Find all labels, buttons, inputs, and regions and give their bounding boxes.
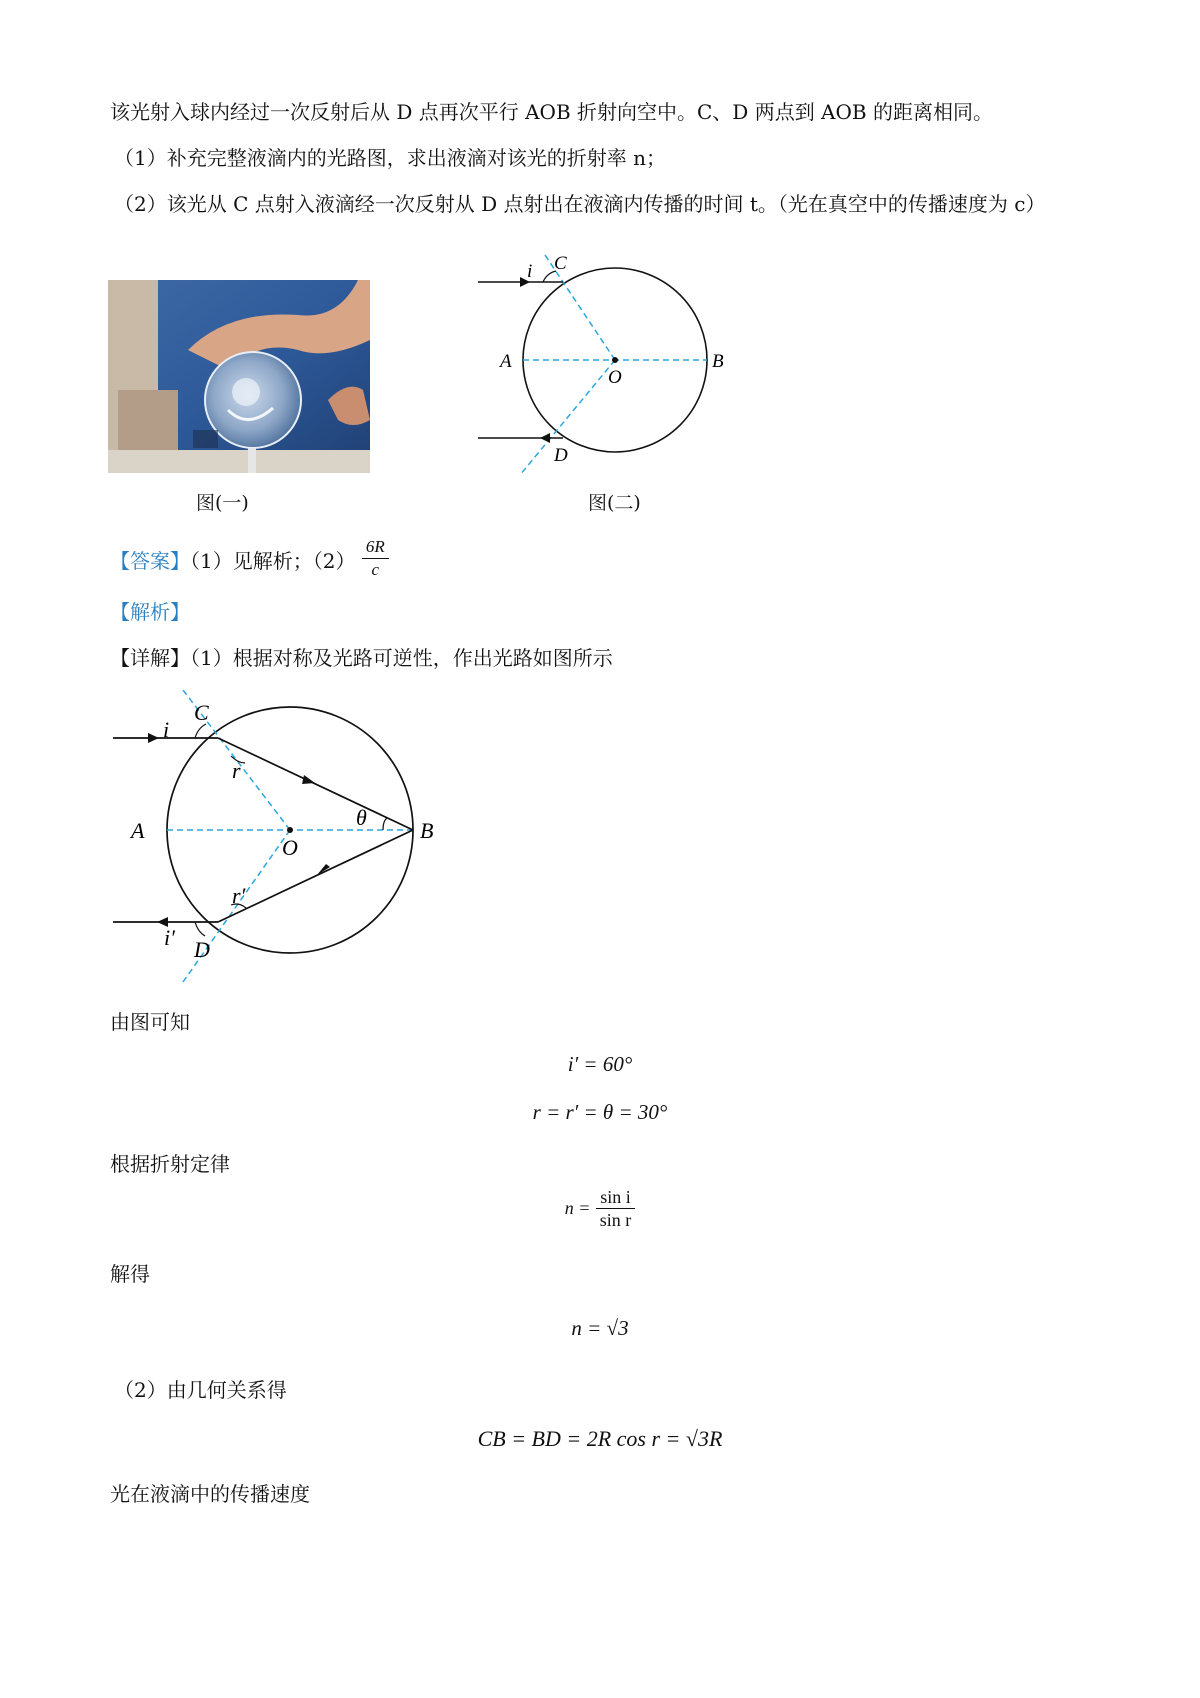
detail-text: （1）根据对称及光路可逆性，作出光路如图所示 bbox=[190, 646, 613, 670]
fig3-label-r: r bbox=[232, 758, 241, 783]
equation-5: CB = BD = 2R cos r = √3R bbox=[477, 1426, 723, 1451]
answer-text: （1）见解析；（2） bbox=[190, 549, 356, 573]
eq3-lhs: n = bbox=[564, 1198, 591, 1218]
fig2-label-C: C bbox=[554, 253, 567, 274]
fig2-label-i: i bbox=[527, 261, 533, 282]
step-text-2: 根据折射定律 bbox=[110, 1152, 230, 1176]
fig2-label-A: A bbox=[500, 351, 512, 372]
figure-2-diagram bbox=[460, 240, 760, 480]
equation-1: i′ = 60° bbox=[567, 1052, 633, 1076]
fig3-label-C: C bbox=[194, 700, 209, 725]
fig2-label-B: B bbox=[712, 351, 724, 372]
step-text-4: （2）由几何关系得 bbox=[114, 1378, 287, 1402]
answer-line bbox=[110, 537, 389, 585]
answer-tag: 【答案】 bbox=[110, 549, 190, 573]
answer-frac-den: c bbox=[371, 560, 380, 579]
answer-fraction bbox=[362, 536, 389, 581]
question-2: （2）该光从 C 点射入液滴经一次反射从 D 点射出在液滴内传播的时间 t。（光在真空中的传播速度为 c） bbox=[114, 192, 1046, 216]
fig3-label-A: A bbox=[131, 818, 145, 843]
fig3-label-i-prime: i′ bbox=[164, 925, 175, 950]
fig3-label-r-prime: r′ bbox=[232, 883, 246, 908]
eq3-den: sin r bbox=[599, 1210, 632, 1230]
step-text-5: 光在液滴中的传播速度 bbox=[110, 1482, 310, 1506]
eq3-num: sin i bbox=[596, 1186, 636, 1209]
equation-3 bbox=[0, 1186, 1200, 1231]
analysis-line bbox=[110, 596, 190, 625]
figure-3-diagram bbox=[108, 690, 448, 990]
question-1: （1）补充完整液滴内的光路图，求出液滴对该光的折射率 n； bbox=[114, 146, 666, 170]
step-text-3: 解得 bbox=[110, 1262, 150, 1286]
fig3-label-i: i bbox=[163, 717, 170, 742]
detail-tag: 【详解】 bbox=[110, 646, 190, 670]
fig3-label-B: B bbox=[420, 818, 434, 843]
figure-2-caption: 图(二) bbox=[588, 492, 641, 514]
fig2-label-D: D bbox=[554, 445, 568, 466]
answer-frac-num: 6R bbox=[362, 536, 389, 559]
analysis-tag: 【解析】 bbox=[110, 600, 190, 624]
eq3-fraction bbox=[596, 1186, 636, 1231]
figure-1-caption: 图(一) bbox=[196, 492, 249, 514]
step-text-1: 由图可知 bbox=[110, 1010, 190, 1034]
detail-line bbox=[110, 642, 613, 671]
problem-line-1: 该光射入球内经过一次反射后从 D 点再次平行 AOB 折射向空中。C、D 两点到 AOB 的距离相同。 bbox=[110, 100, 993, 124]
water-sphere-photo bbox=[108, 280, 370, 473]
fig2-label-O: O bbox=[608, 367, 622, 388]
fig3-label-D: D bbox=[194, 937, 210, 962]
equation-2: r = r′ = θ = 30° bbox=[532, 1100, 668, 1124]
equation-4: n = √3 bbox=[571, 1316, 629, 1340]
fig3-label-theta: θ bbox=[356, 805, 367, 830]
fig3-label-O: O bbox=[282, 835, 298, 860]
